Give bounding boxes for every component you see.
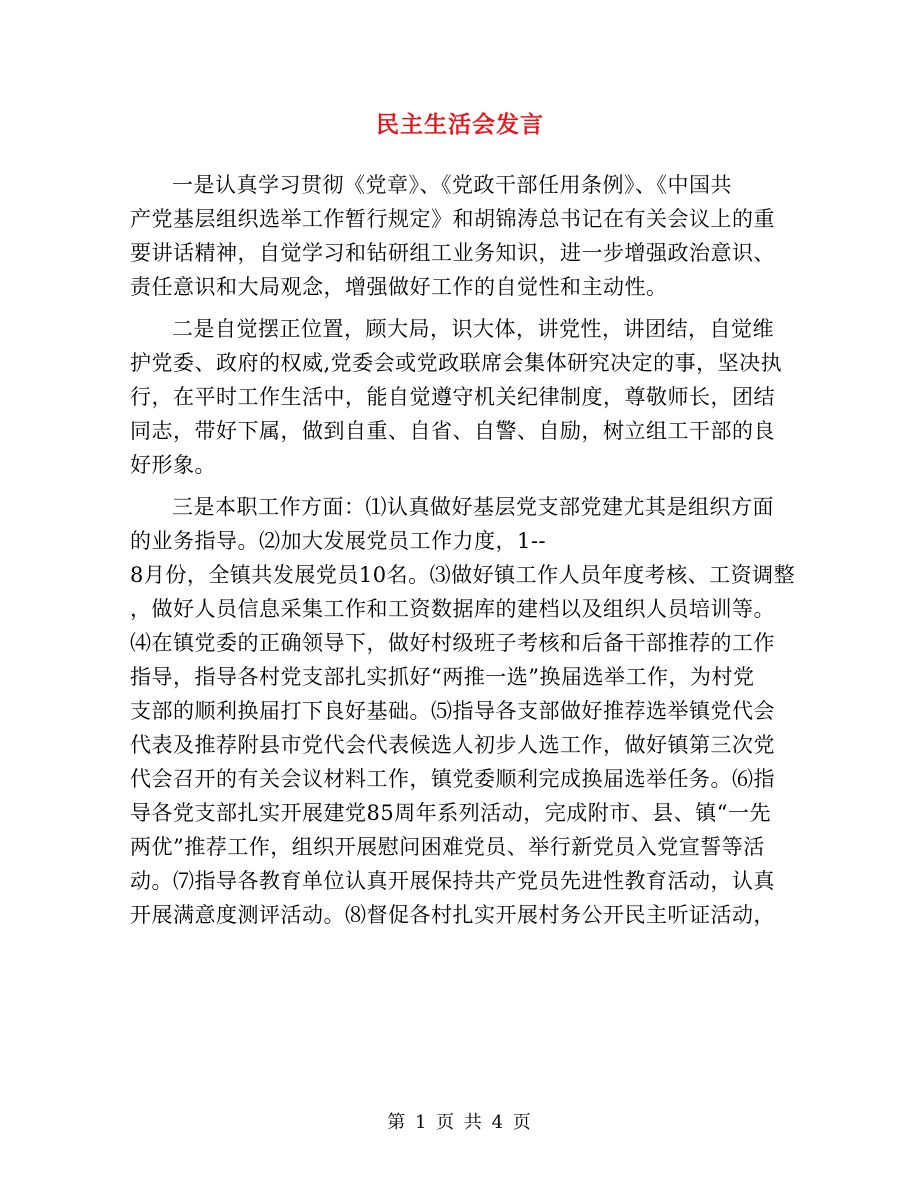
text-line: 指导，指导各村党支部扎实抓好“两推一选”换届选举工作，为村党 [130,665,755,689]
text-line: 8月份，全镇共发展党员10名。⑶做好镇工作人员年度考核、工资调整 [130,563,796,587]
text-line: 代会召开的有关会议材料工作，镇党委顺利完成换届选举任务。⑹指 [130,767,775,791]
text-line: 三是本职工作方面：⑴认真做好基层党支部党建尤其是组织方面 [172,495,774,519]
text-line: 护党委、政府的权威,党委会或党政联席会集体研究决定的事，坚决执 [130,351,783,375]
text-line: 代表及推荐附县市党代会代表候选人初步人选工作，做好镇第三次党 [130,733,775,757]
paragraph-3 [130,490,796,932]
text-line: 责任意识和大局观念，增强做好工作的自觉性和主动性。 [130,275,668,299]
paragraph-1 [130,168,790,304]
paragraph-2 [130,312,790,482]
document-title: 民主生活会发言 [376,111,544,138]
text-line: 产党基层组织选举工作暂行规定》和胡锦涛总书记在有关会议上的重 [130,207,775,231]
text-line: 开展满意度测评活动。⑻督促各村扎实开展村务公开民主听证活动， [130,903,775,927]
text-line: 支部的顺利换届打下良好基础。⑸指导各支部做好推荐选举镇党代会 [130,699,775,723]
text-line: 行，在平时工作生活中，能自觉遵守机关纪律制度，尊敬师长，团结 [130,385,775,409]
text-line: 二是自觉摆正位置，顾大局，识大体，讲党性，讲团结，自觉维 [172,317,774,341]
text-line: 导各党支部扎实开展建党85周年系列活动，完成附市、县、镇“一先 [130,801,771,825]
text-line: ，做好人员信息采集工作和工资数据库的建档以及组织人员培训等。 [130,597,775,621]
page-footer: 第 1 页 共 4 页 [387,1112,533,1133]
text-line: 的业务指导。⑵加大发展党员工作力度，1-- [130,529,547,553]
text-line: 动。⑺指导各教育单位认真开展保持共产党员先进性教育活动，认真 [130,869,775,893]
text-line: 两优”推荐工作，组织开展慰问困难党员、举行新党员入党宣誓等活 [130,835,765,859]
text-line: 要讲话精神，自觉学习和钻研组工业务知识，进一步增强政治意识、 [130,241,775,265]
text-line: 一是认真学习贯彻《党章》、《党政干部任用条例》、《中国共 [172,173,732,197]
document-body [130,168,796,940]
text-line: 同志，带好下属，做到自重、自省、自警、自励，树立组工干部的良 [130,419,775,443]
text-line: ⑷在镇党委的正确领导下，做好村级班子考核和后备干部推荐的工作 [130,631,775,655]
text-line: 好形象。 [130,453,216,477]
